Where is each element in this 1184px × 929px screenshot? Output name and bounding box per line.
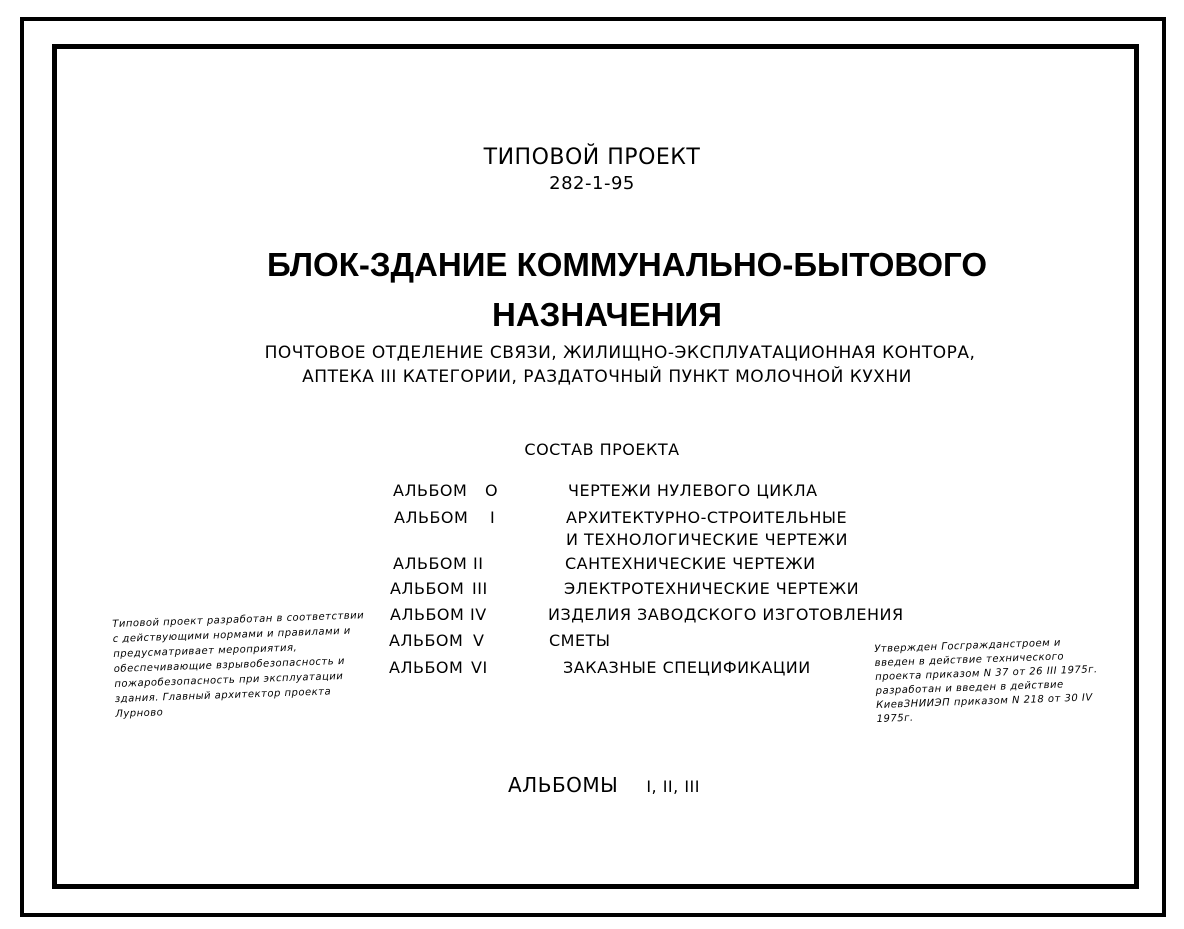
composition-heading: СОСТАВ ПРОЕКТА [524,440,680,459]
album-label: АЛЬБОМ [393,481,468,500]
album-description: ЧЕРТЕЖИ НУЛЕВОГО ЦИКЛА [568,481,818,500]
album-number: III [472,579,488,598]
albums-footer [508,773,700,797]
albums-footer-numbers: I, II, III [646,777,700,796]
album-number: I [490,508,496,527]
album-description: СМЕТЫ [549,631,611,650]
main-title-line2: НАЗНАЧЕНИЯ [492,296,722,333]
handwritten-note-right: Утвержден Госгражданстроем и введен в действие технического проекта приказом N 37 от 26 III 1975г. разработан и введен в действие КиевЗНИИЭП приказом N 218 от 30 IV 1975г. [874,637,1098,725]
album-number: О [485,481,499,500]
album-description: ЗАКАЗНЫЕ СПЕЦИФИКАЦИИ [563,658,811,677]
album-description: И ТЕХНОЛОГИЧЕСКИЕ ЧЕРТЕЖИ [566,530,848,549]
album-description: ИЗДЕЛИЯ ЗАВОДСКОГО ИЗГОТОВЛЕНИЯ [548,605,904,624]
album-label: АЛЬБОМ [389,631,464,650]
subtitle-line1: ПОЧТОВОЕ ОТДЕЛЕНИЕ СВЯЗИ, ЖИЛИЩНО-ЭКСПЛУАТАЦИОННАЯ КОНТОРА, [264,343,976,363]
album-label: АЛЬБОМ [393,554,468,573]
subtitle-line2: АПТЕКА III КАТЕГОРИИ, РАЗДАТОЧНЫЙ ПУНКТ МОЛОЧНОЙ КУХНИ [302,367,912,387]
album-label: АЛЬБОМ [389,658,464,677]
album-number: II [473,554,484,573]
album-description: АРХИТЕКТУРНО-СТРОИТЕЛЬНЫЕ [566,508,848,527]
project-type-label: ТИПОВОЙ ПРОЕКТ [483,145,701,170]
project-number: 282-1-95 [549,173,635,194]
inner-frame [52,44,1139,889]
main-title-line1: БЛОК-ЗДАНИЕ КОММУНАЛЬНО-БЫТОВОГО [267,246,987,283]
album-description: ЭЛЕКТРОТЕХНИЧЕСКИЕ ЧЕРТЕЖИ [564,579,860,598]
albums-footer-label: АЛЬБОМЫ [508,773,619,797]
album-label: АЛЬБОМ [394,508,469,527]
album-number: IV [470,605,487,624]
album-label: АЛЬБОМ [390,605,465,624]
handwritten-note-left: Типовой проект разработан в соответствии с действующими нормами и правилами и предусматривает мероприятия, обеспечивающие взрывобезопасность и пожаробезопасность при эксплуатации здания. Главный архитектор проекта Лурново [112,610,365,720]
album-description: САНТЕХНИЧЕСКИЕ ЧЕРТЕЖИ [565,554,816,573]
album-number: VI [471,658,488,677]
album-label: АЛЬБОМ [390,579,465,598]
album-number: V [473,631,485,650]
